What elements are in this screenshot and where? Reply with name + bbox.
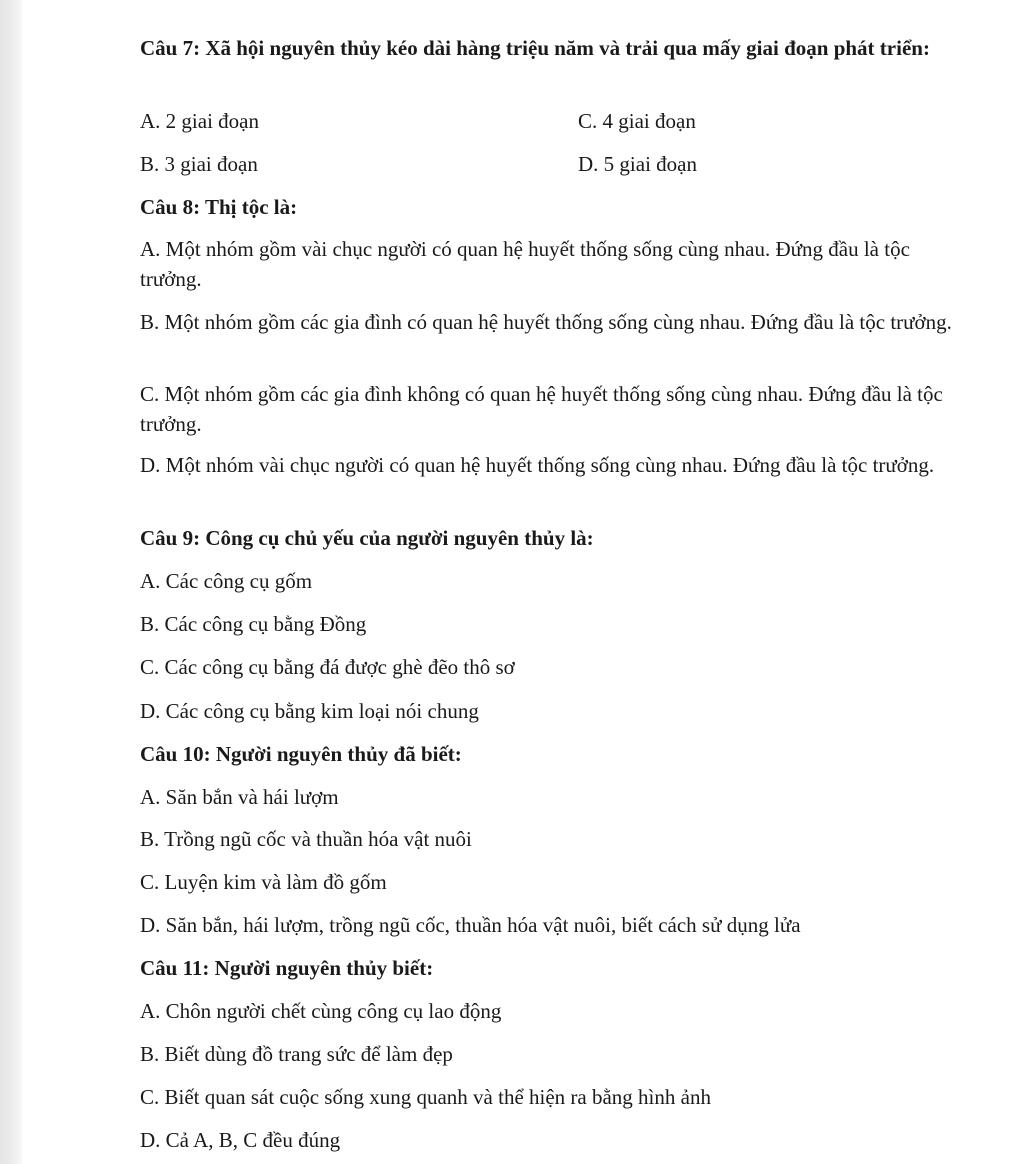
- question-7-title: Câu 7: Xã hội nguyên thủy kéo dài hàng triệu năm và trải qua mấy giai đoạn phát triển:: [140, 36, 930, 60]
- question-11-title: Câu 11: Người nguyên thủy biết:: [140, 956, 434, 980]
- option-9b: B. Các công cụ bằng Đồng: [140, 612, 367, 636]
- page-edge-shadow: [0, 0, 22, 1164]
- option-10c: C. Luyện kim và làm đồ gốm: [140, 870, 387, 894]
- option-10b: B. Trồng ngũ cốc và thuần hóa vật nuôi: [140, 827, 472, 851]
- question-10-title: Câu 10: Người nguyên thủy đã biết:: [140, 742, 462, 766]
- question-8-title: Câu 8: Thị tộc là:: [140, 195, 298, 219]
- option-8a: A. Một nhóm gồm vài chục người có quan hệ huyết thống sống cùng nhau. Đứng đầu là tộc trưởng.: [140, 237, 910, 291]
- option-7c: C. 4 giai đoạn: [578, 109, 696, 133]
- option-11c: C. Biết quan sát cuộc sống xung quanh và thể hiện ra bằng hình ảnh: [140, 1085, 711, 1109]
- option-8c: C. Một nhóm gồm các gia đình không có quan hệ huyết thống sống cùng nhau. Đứng đầu là tộc trưởng.: [140, 382, 943, 436]
- option-10a: A. Săn bắn và hái lượm: [140, 785, 339, 809]
- option-11b: B. Biết dùng đồ trang sức để làm đẹp: [140, 1042, 453, 1066]
- option-8d: D. Một nhóm vài chục người có quan hệ huyết thống sống cùng nhau. Đứng đầu là tộc trưởng.: [140, 453, 935, 477]
- option-7a: A. 2 giai đoạn: [140, 109, 259, 133]
- option-7b: B. 3 giai đoạn: [140, 152, 258, 176]
- option-10d: D. Săn bắn, hái lượm, trồng ngũ cốc, thuần hóa vật nuôi, biết cách sử dụng lửa: [140, 913, 801, 937]
- option-8b: B. Một nhóm gồm các gia đình có quan hệ huyết thống sống cùng nhau. Đứng đầu là tộc trưởng.: [140, 310, 952, 334]
- option-9c: C. Các công cụ bằng đá được ghè đẽo thô sơ: [140, 655, 515, 679]
- option-9d: D. Các công cụ bằng kim loại nói chung: [140, 699, 479, 723]
- option-9a: A. Các công cụ gốm: [140, 569, 313, 593]
- question-7-options-row-1: [140, 106, 960, 136]
- option-11d: D. Cả A, B, C đều đúng: [140, 1128, 341, 1152]
- option-7d: D. 5 giai đoạn: [578, 152, 697, 176]
- option-11a: A. Chôn người chết cùng công cụ lao động: [140, 999, 502, 1023]
- question-9-title: Câu 9: Công cụ chủ yếu của người nguyên thủy là:: [140, 526, 594, 550]
- question-7-options-row-2: [140, 149, 960, 179]
